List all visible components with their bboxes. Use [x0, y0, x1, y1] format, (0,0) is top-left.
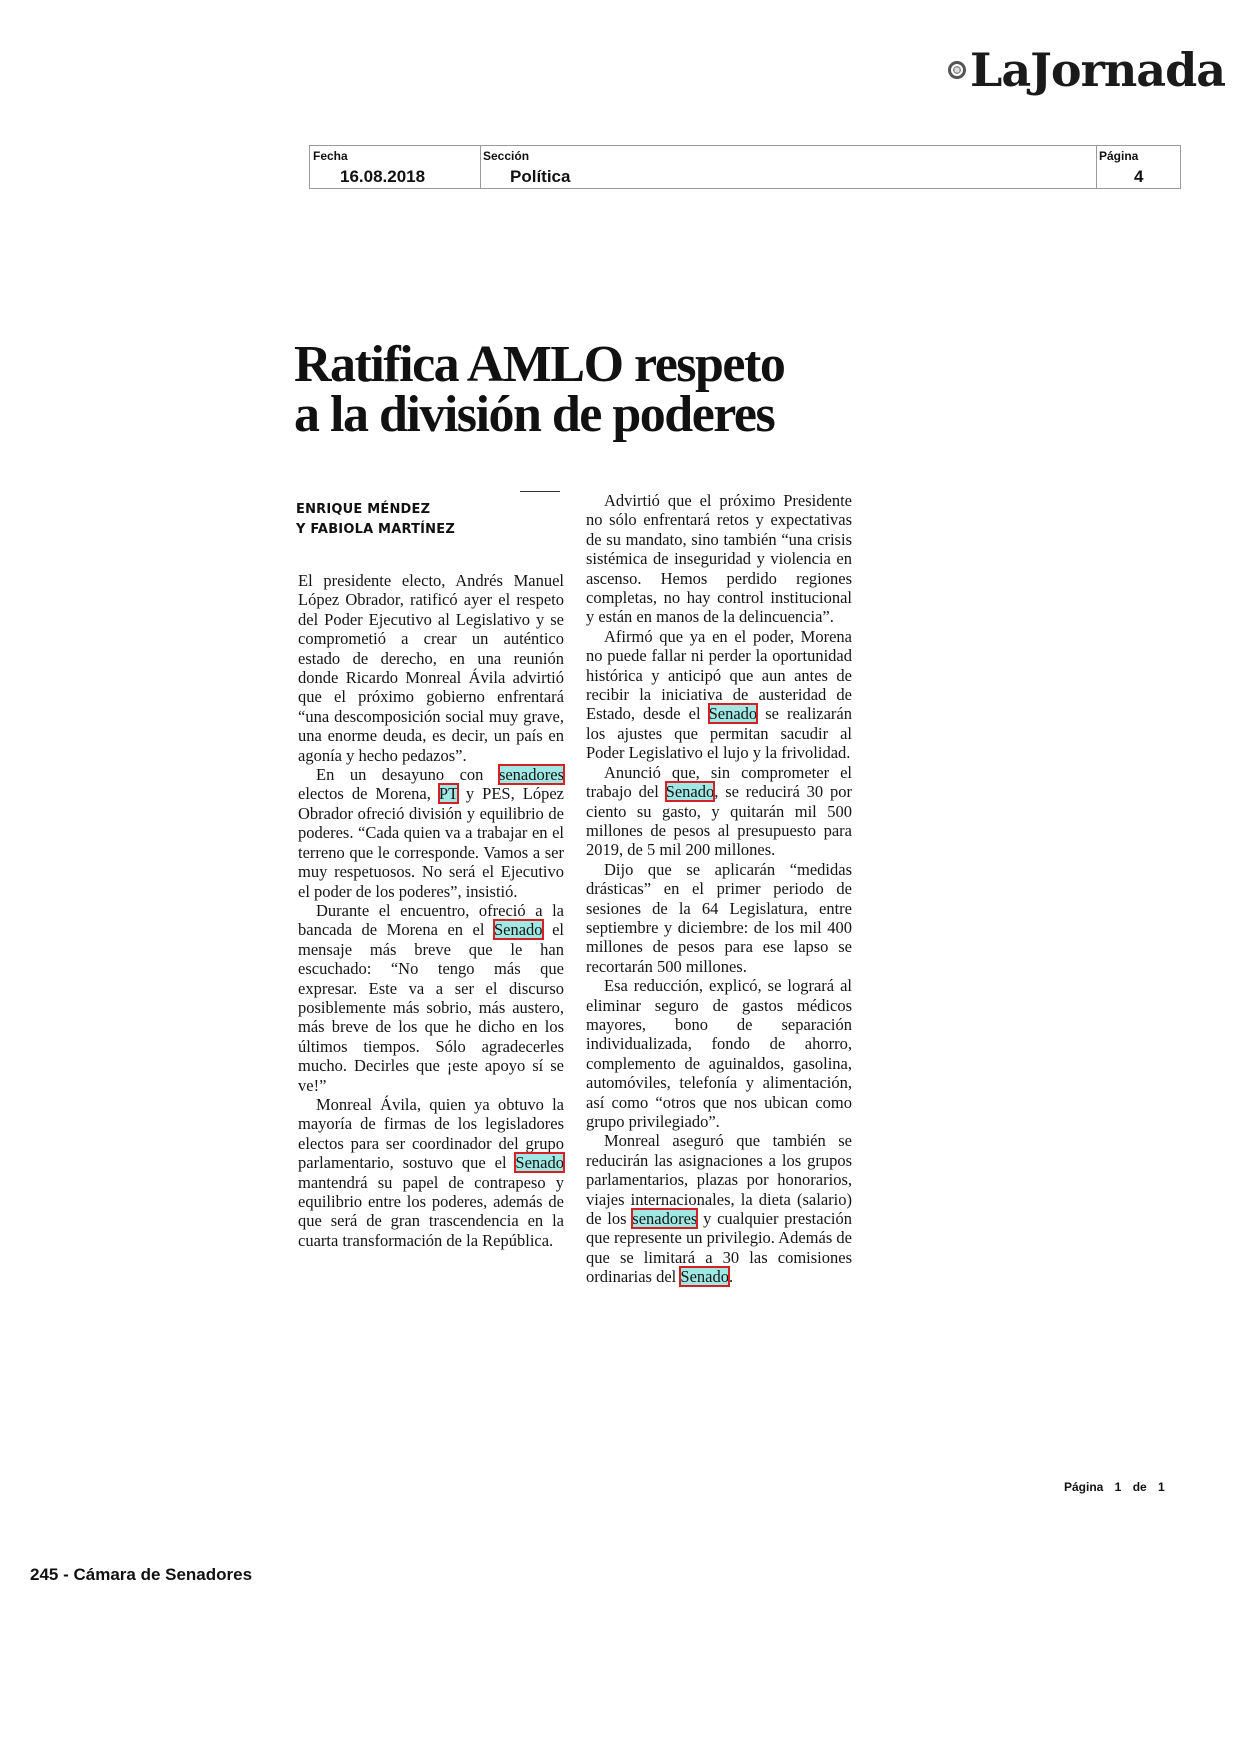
paragraph: Monreal Ávila, quien ya obtuvo la mayoría de firmas de los legisladores electos para ser coordinador del grupo parlamentario, sostuvo que el Senado mantendrá su papel de contrapeso y equilibrio entre los poderes, además de que será de gran trascendencia en la cuarta transformación de la República. [298, 1094, 564, 1250]
seccion-value: Política [510, 167, 571, 186]
fecha-value: 16.08.2018 [340, 167, 426, 186]
footer-source: 245 - Cámara de Senadores [30, 1565, 253, 1584]
seccion-cell [480, 146, 1097, 188]
newspaper-logo [948, 40, 1228, 100]
paragraph: Anunció que, sin comprometer el trabajo del Senado, se reducirá 30 por ciento su gasto, y quitarán mil 500 millones de pesos al presupuesto para 2019, de 5 mil 200 millones. [586, 762, 852, 860]
article-column-2 [586, 491, 852, 1287]
logo-text: LaJornada [970, 43, 1226, 97]
fecha-label: Fecha [313, 149, 348, 163]
byline-author-1: ENRIQUE MÉNDEZ [296, 502, 431, 517]
paragraph: Monreal aseguró que también se reducirán las asignaciones a los grupos parlamentarios, plazas por honorarios, viajes internacionales, la dieta (salario) de los senadores y cualquier prestación que represente un privilegio. Además de que se limitará a 30 las comisiones ordinarias del Senado. [586, 1131, 852, 1287]
pagina-label: Página [1099, 149, 1139, 163]
article-headline [294, 336, 894, 443]
byline-author-2: Y FABIOLA MARTÍNEZ [296, 522, 455, 537]
paragraph: Dijo que se aplicarán “medidas drásticas” en el primer periodo de sesiones de la 64 Legislatura, entre septiembre y diciembre: de los mil 400 millones de pesos para ese lapso se recortarán 500 millones. [586, 859, 852, 976]
article-column-1 [298, 571, 564, 1250]
sun-logo-icon [948, 61, 966, 79]
paragraph: En un desayuno con senadores electos de Morena, PT y PES, López Obrador ofreció división y equilibrio de poderes. “Cada quien va a trabajar en el terreno que le corresponde. Vamos a ser muy respetuosos. No será el Ejecutivo el poder de los poderes”, insistió. [298, 765, 564, 901]
highlight-term: PT [438, 784, 458, 804]
pagina-cell [1096, 146, 1180, 188]
highlight-term: senadores [632, 1209, 698, 1229]
highlight-term: Senado [493, 920, 543, 940]
highlight-term: Senado [515, 1153, 564, 1173]
pagina-value: 4 [1134, 167, 1144, 186]
highlight-term: Senado [665, 782, 715, 802]
headline-line-1: Ratifica AMLO respeto [294, 336, 785, 393]
paragraph: Afirmó que ya en el poder, Morena no puede fallar ni perder la oportunidad histórica y anticipó que aun antes de recibir la iniciativa de austeridad de Estado, desde el Senado se realizarán los ajustes que permitan sacudir al Poder Legislativo el lujo y la frivolidad. [586, 626, 852, 763]
byline [296, 500, 566, 540]
paragraph: Advirtió que el próximo Presidente no sólo enfrentará retos y expectativas de su mandato, sino también “una crisis sistémica de inseguridad y violencia en ascenso. Hemos perdido regiones completas, no hay control institucional y están en manos de la delincuencia”. [586, 491, 852, 627]
paragraph: El presidente electo, Andrés Manuel López Obrador, ratificó ayer el respeto del Poder Ejecutivo al Legislativo y se comprometió a crear un auténtico estado de derecho, en una reunión donde Ricardo Monreal Ávila advirtió que el próximo gobierno enfrentará “una descomposición social muy grave, una enorme deuda, es decir, un país en agonía y hecho pedazos”. [298, 571, 564, 765]
headline-line-2: a la división de poderes [294, 386, 775, 443]
metadata-table [309, 145, 1181, 189]
divider [520, 491, 560, 492]
page-indicator: Página 1 de 1 [1064, 1480, 1165, 1494]
paragraph: Esa reducción, explicó, se logrará al eliminar seguro de gastos médicos mayores, bono de separación individualizada, fondo de ahorro, complemento de aguinaldos, gasolina, automóviles, telefonía y alimentación, así como “otros que nos ubican como grupo privilegiado”. [586, 976, 852, 1131]
highlight-term: senadores [498, 765, 564, 785]
seccion-label: Sección [483, 149, 530, 163]
highlight-term: Senado [708, 704, 758, 724]
highlight-term: Senado [680, 1267, 729, 1287]
paragraph: Durante el encuentro, ofreció a la bancada de Morena en el Senado el mensaje más breve que le han escuchado: “No tengo más que expresar. Este va a ser el discurso posiblemente más sobrio, más austero, más breve de los que he dicho en los últimos tiempos. Sólo agradecerles mucho. Decirles que ¡este apoyo sí se ve!” [298, 900, 564, 1095]
fecha-cell [310, 146, 481, 188]
